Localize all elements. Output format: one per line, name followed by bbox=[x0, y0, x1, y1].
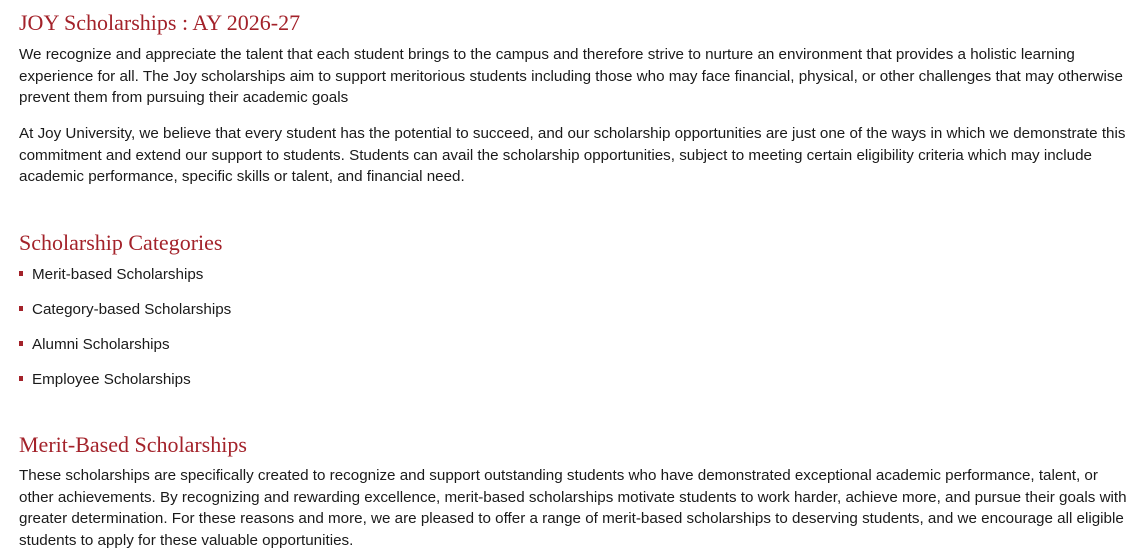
intro-paragraph-2: At Joy University, we believe that every student has the potential to succeed, and our scholarship opportunities are just one of the ways in which we demonstrate this commitment and extend our support to students. Students can avail the scholarship opportunities, subject to meeting certain eligibility criteria which may include academic performance, specific skills or talent, and financial need. bbox=[19, 125, 1126, 185]
category-item-employee[interactable] bbox=[19, 369, 231, 390]
category-item-merit[interactable] bbox=[19, 264, 231, 285]
category-item-label: Merit-based Scholarships bbox=[32, 266, 204, 283]
category-item-category-based[interactable] bbox=[19, 299, 231, 320]
bullet-icon bbox=[19, 376, 23, 381]
categories-list bbox=[19, 264, 231, 404]
categories-heading: Scholarship Categories bbox=[19, 230, 223, 255]
bullet-icon bbox=[19, 306, 23, 311]
bullet-icon bbox=[19, 271, 23, 276]
intro-paragraph-1: We recognize and appreciate the talent that each student brings to the campus and therefore strive to nurture an environment that provides a holistic learning experience for all. The Joy scholarships aim to support meritorious students including those who may face financial, physical, or other challenges that may otherwise prevent them from pursuing their academic goals bbox=[19, 46, 1123, 106]
page-title: JOY Scholarships : AY 2026-27 bbox=[19, 10, 301, 35]
category-item-label: Alumni Scholarships bbox=[32, 336, 170, 353]
category-item-alumni[interactable] bbox=[19, 334, 231, 355]
bullet-icon bbox=[19, 341, 23, 346]
merit-paragraph: These scholarships are specifically created to recognize and support outstanding students who have demonstrated exceptional academic performance, talent, or other achievements. By recognizing and rewarding excellence, merit-based scholarships motivate students to work harder, achieve more, and pursue their goals with greater determination. For these reasons and more, we are pleased to offer a range of merit-based scholarships to deserving students, and we encourage all eligible students to apply for these valuable opportunities. bbox=[19, 467, 1127, 549]
category-item-label: Category-based Scholarships bbox=[32, 301, 232, 318]
category-item-label: Employee Scholarships bbox=[32, 371, 191, 388]
merit-heading: Merit-Based Scholarships bbox=[19, 432, 247, 457]
